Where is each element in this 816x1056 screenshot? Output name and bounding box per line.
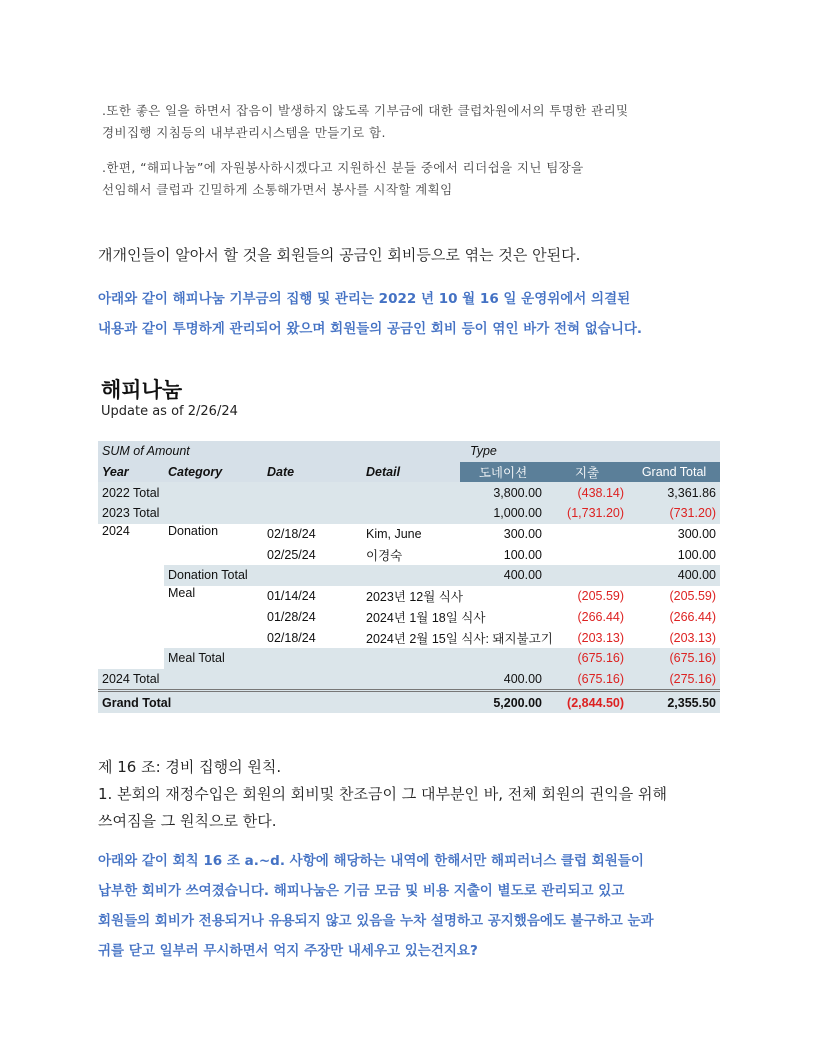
table-row — [98, 503, 720, 524]
cell-expense: (1,731.20) — [546, 503, 628, 524]
cell-grand: (203.13) — [669, 630, 717, 645]
table-row — [98, 482, 720, 503]
blue-paragraph-1 — [98, 284, 738, 344]
cell-donation: 5,200.00 — [460, 691, 546, 713]
cell-donation: 100.00 — [503, 547, 543, 562]
row-label: Grand Total — [98, 691, 460, 713]
cell-grand: 3,361.86 — [628, 482, 720, 503]
blue-line: 아래와 같이 해피나눔 기부금의 집행 및 관리는 2022 년 10 월 16 일 운영위에서 의결된 — [98, 291, 631, 307]
type-label: Type — [460, 441, 720, 462]
cell-donation — [460, 586, 546, 607]
cell-grand: (275.16) — [628, 669, 720, 691]
cell-donation: 400.00 — [460, 565, 546, 586]
col-year: Year — [98, 462, 164, 483]
cell-detail: 이경숙 — [366, 548, 403, 563]
cell-date: 02/25/24 — [267, 547, 316, 562]
blue-line: 아래와 같이 회칙 16 조 a.~d. 사항에 해당하는 내역에 한해서만 해피러너스 클럽 회원들이 — [98, 853, 644, 869]
cell-detail: 2023년 12월 식사 — [366, 590, 463, 605]
cell-date: 02/18/24 — [267, 630, 316, 645]
cell-expense: (675.16) — [546, 669, 628, 691]
pivot-table — [98, 441, 720, 713]
cell-expense — [546, 524, 628, 545]
col-category: Category — [164, 462, 263, 483]
cell-grand: 100.00 — [677, 547, 717, 562]
cell-donation: 400.00 — [460, 669, 546, 691]
cell-grand: (675.16) — [628, 648, 720, 669]
update-date: Update as of 2/26/24 — [101, 404, 238, 419]
cell-date: 01/28/24 — [267, 609, 316, 624]
col-grand: Grand Total — [628, 462, 720, 483]
header-row-1 — [98, 441, 720, 462]
col-date: Date — [263, 462, 362, 483]
intro-line: .또한 좋은 일을 하면서 잡음이 발생하지 않도록 기부금에 대한 클럽차원에서의 투명한 관리및 — [102, 103, 629, 118]
cell-grand: (731.20) — [628, 503, 720, 524]
category-cell: Donation — [168, 523, 219, 538]
header-row-2 — [98, 462, 720, 483]
intro-paragraph-2 — [102, 157, 742, 201]
cell-date: 01/14/24 — [267, 589, 316, 604]
row-label: Meal Total — [164, 648, 460, 669]
row-label: 2024 Total — [98, 669, 460, 691]
intro-line: 경비집행 지침등의 내부관리시스템을 만들기로 함. — [102, 125, 386, 140]
blue-line: 내용과 같이 투명하게 관리되어 왔으며 회원들의 공금인 회비 등이 엮인 바가 전혀 없습니다. — [98, 321, 643, 337]
blue-paragraph-2 — [98, 846, 738, 966]
table-row — [98, 669, 720, 691]
cell-donation: 300.00 — [503, 527, 543, 542]
grand-total-row — [98, 691, 720, 713]
col-detail: Detail — [362, 462, 460, 483]
cell-expense: (205.59) — [577, 589, 625, 604]
year-cell: 2024 — [102, 523, 130, 538]
sum-label: SUM of Amount — [98, 441, 460, 462]
cell-expense: (675.16) — [546, 648, 628, 669]
cell-grand: 2,355.50 — [628, 691, 720, 713]
cell-grand: 400.00 — [628, 565, 720, 586]
table-row — [98, 565, 720, 586]
article-16 — [98, 754, 738, 835]
table-row — [98, 648, 720, 669]
cell-expense: (203.13) — [577, 630, 625, 645]
cell-donation: 3,800.00 — [460, 482, 546, 503]
cell-expense — [546, 544, 628, 565]
row-label: 2023 Total — [98, 503, 460, 524]
section-title: 해피나눔 — [101, 378, 183, 402]
cell-expense: (2,844.50) — [546, 691, 628, 713]
cell-expense: (438.14) — [546, 482, 628, 503]
table-row — [98, 524, 720, 545]
row-label: Donation Total — [164, 565, 460, 586]
cell-expense: (266.44) — [577, 609, 625, 624]
intro-paragraph-1 — [102, 100, 742, 144]
article-line: 쓰여짐을 그 원칙으로 한다. — [98, 812, 277, 830]
cell-detail: 2024년 2월 15일 식사: 돼지불고기 — [366, 631, 553, 646]
intro-line: 선임해서 클럽과 긴밀하게 소통해가면서 봉사를 시작할 계획임 — [102, 182, 453, 197]
article-line: 제 16 조: 경비 집행의 원칙. — [98, 758, 282, 776]
cell-donation — [460, 648, 546, 669]
cell-grand: (205.59) — [669, 589, 717, 604]
cell-expense — [546, 565, 628, 586]
cell-grand: (266.44) — [669, 609, 717, 624]
table-row — [98, 586, 720, 607]
row-label: 2022 Total — [98, 482, 460, 503]
intro-line: .한편, “해피나눔”에 자원봉사하시겠다고 지원하신 분들 중에서 리더쉽을 지닌 팀장을 — [102, 160, 584, 175]
cell-detail: 2024년 1월 18일 식사 — [366, 610, 486, 625]
cell-donation: 1,000.00 — [460, 503, 546, 524]
col-donation: 도네이션 — [460, 462, 546, 483]
blue-line: 납부한 회비가 쓰여졌습니다. 해피나눔은 기금 모금 및 비용 지출이 별도로 관리되고 있고 — [98, 883, 625, 899]
col-expense: 지출 — [546, 462, 628, 483]
statement: 개개인들이 알아서 할 것을 회원들의 공금인 회비등으로 엮는 것은 안된다. — [98, 246, 581, 264]
blue-line: 회원들의 회비가 전용되거나 유용되지 않고 있음을 누차 설명하고 공지했음에도 불구하고 눈과 — [98, 913, 654, 929]
category-cell: Meal — [168, 585, 196, 600]
cell-detail: Kim, June — [366, 527, 422, 542]
cell-date: 02/18/24 — [267, 527, 316, 542]
cell-grand: 300.00 — [677, 527, 717, 542]
article-line: 1. 본회의 재정수입은 회원의 회비및 찬조금이 그 대부분인 바, 전체 회원의 권익을 위해 — [98, 785, 667, 803]
blue-line: 귀를 닫고 일부러 무시하면서 억지 주장만 내세우고 있는건지요? — [98, 943, 478, 959]
